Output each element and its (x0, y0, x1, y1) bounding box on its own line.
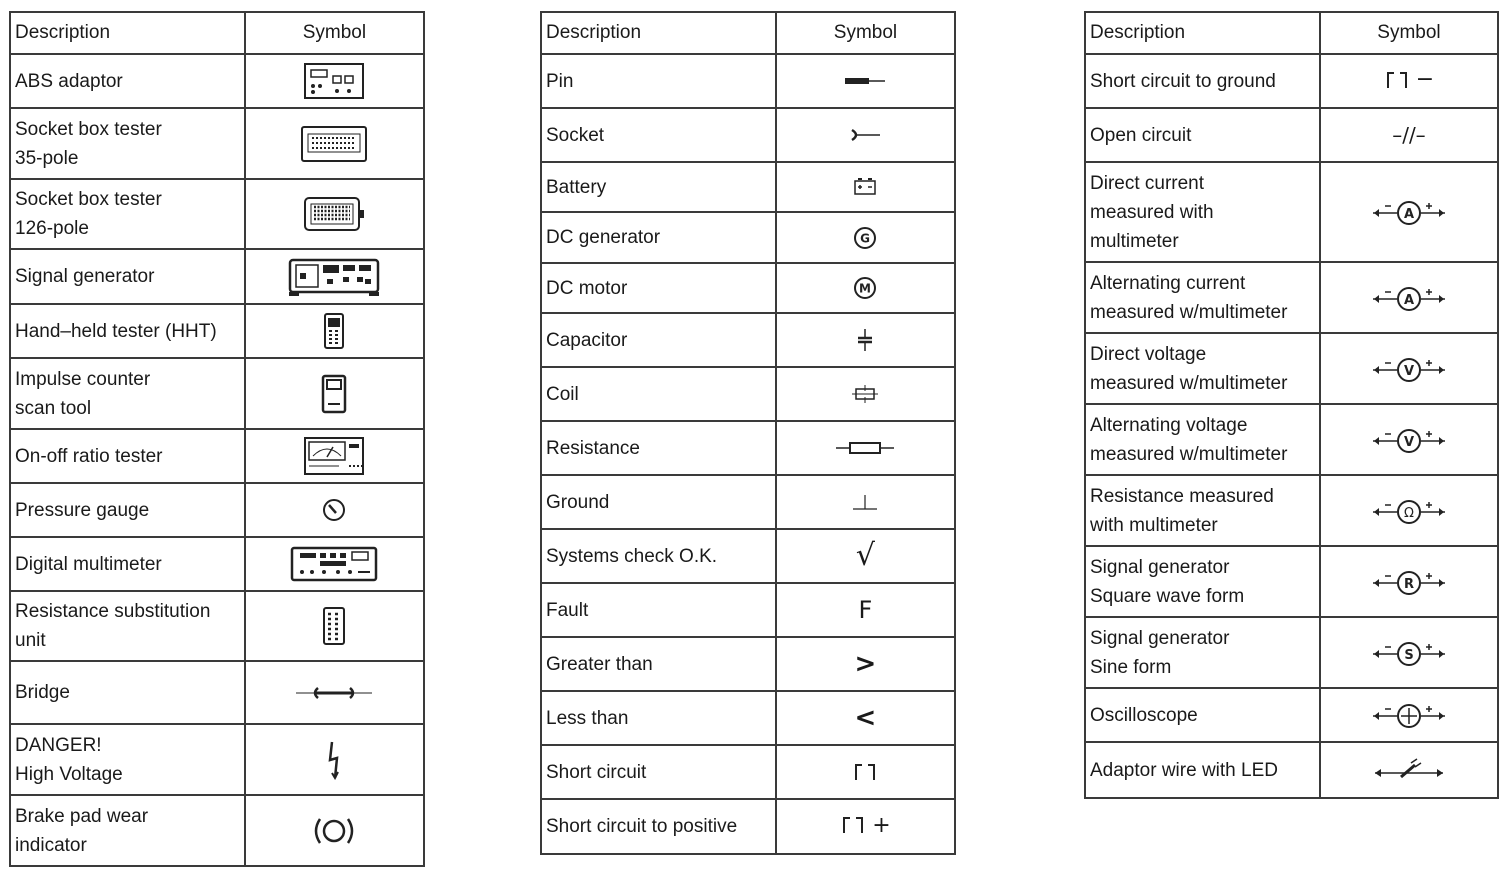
table-row (10, 54, 424, 108)
on-off-ratio-tester-icon (303, 436, 365, 476)
symbol-header: Symbol (776, 12, 955, 54)
minus-sign: − (1415, 67, 1435, 93)
table-row (1085, 54, 1498, 108)
table-row (1085, 333, 1498, 404)
svg-text:A: A (1403, 292, 1414, 308)
table-row (1085, 688, 1498, 742)
ac-voltage-meter-icon (1371, 427, 1447, 453)
row-description: Oscilloscope (1085, 688, 1320, 742)
symbol-header: Symbol (245, 12, 424, 54)
impulse-counter-icon (320, 374, 348, 414)
row-description: Resistance substitution unit (10, 591, 245, 661)
row-description: Greater than (541, 637, 776, 691)
square-wave-generator-icon (1371, 569, 1447, 595)
greater-than-icon: > (854, 649, 877, 679)
row-description: Ground (541, 475, 776, 529)
header-row (541, 12, 955, 54)
row-description: Resistance measured with multimeter (1085, 475, 1320, 546)
symbols-table-3 (1084, 11, 1499, 799)
symbol-header: Symbol (1320, 12, 1498, 54)
socket-box-126-icon (301, 194, 367, 234)
table-row (541, 583, 955, 637)
table-row (541, 54, 955, 108)
ac-current-meter-icon (1371, 285, 1447, 311)
row-description: Short circuit to ground (1085, 54, 1320, 108)
table-row (10, 358, 424, 429)
brake-pad-wear-icon (312, 815, 356, 847)
row-description: Socket box tester 35-pole (10, 108, 245, 179)
table-row (541, 212, 955, 263)
open-circuit-icon: –//– (1392, 123, 1426, 147)
table-row (541, 475, 955, 529)
description-header: Description (1085, 12, 1320, 54)
bridge-icon (294, 683, 374, 703)
hand-held-tester-icon (321, 311, 347, 351)
header-row (1085, 12, 1498, 54)
led-adaptor-icon (1371, 757, 1447, 783)
row-description: Open circuit (1085, 108, 1320, 162)
dc-current-meter-icon (1371, 199, 1447, 225)
table-row (10, 591, 424, 661)
row-description: Fault (541, 583, 776, 637)
row-description: Socket (541, 108, 776, 162)
row-description: Less than (541, 691, 776, 745)
row-description: Signal generator Sine form (1085, 617, 1320, 688)
header-row (10, 12, 424, 54)
row-description: On-off ratio tester (10, 429, 245, 483)
table-row (541, 263, 955, 313)
row-description: Alternating current measured w/multimeter (1085, 262, 1320, 333)
svg-text:R: R (1403, 576, 1414, 592)
digital-multimeter-icon (290, 546, 378, 582)
svg-text:G: G (860, 231, 871, 245)
resistance-icon (834, 439, 896, 457)
socket-box-35-icon (300, 125, 368, 163)
table-row (1085, 546, 1498, 617)
symbols-table-1 (9, 11, 425, 867)
row-description: Socket box tester 126-pole (10, 179, 245, 249)
row-description: Brake pad wear indicator (10, 795, 245, 866)
plus-sign: + (872, 812, 891, 838)
table-row (1085, 162, 1498, 262)
table-row (541, 745, 955, 799)
row-description: Pin (541, 54, 776, 108)
pressure-gauge-icon (321, 497, 347, 523)
sine-generator-icon (1371, 640, 1447, 666)
short-circuit-bracket-icon (1384, 70, 1410, 90)
check-icon: √ (855, 538, 876, 573)
svg-text:M: M (859, 281, 872, 296)
table-row (10, 795, 424, 866)
battery-icon (852, 177, 878, 197)
svg-text:V: V (1403, 434, 1414, 450)
table-row (1085, 617, 1498, 688)
signal-generator-icon (287, 257, 381, 297)
fault-icon: F (858, 595, 873, 624)
table-row (1085, 404, 1498, 475)
table-row (541, 367, 955, 421)
table-row (10, 724, 424, 795)
short-circuit-positive-icon (840, 813, 890, 838)
table-row (541, 529, 955, 583)
description-header: Description (10, 12, 245, 54)
table-row (541, 313, 955, 367)
table-row (1085, 475, 1498, 546)
row-description: Bridge (10, 661, 245, 724)
svg-text:Ω: Ω (1403, 505, 1414, 521)
row-description: DC generator (541, 212, 776, 263)
table-row (10, 304, 424, 358)
row-description: Digital multimeter (10, 537, 245, 591)
table-row (1085, 742, 1498, 798)
socket-icon (848, 127, 882, 143)
svg-text:S: S (1404, 647, 1414, 663)
table-row (10, 537, 424, 591)
row-description: DC motor (541, 263, 776, 313)
row-description: ABS adaptor (10, 54, 245, 108)
row-description: Alternating voltage measured w/multimeter (1085, 404, 1320, 475)
table-row (541, 162, 955, 212)
svg-text:A: A (1403, 207, 1414, 222)
row-description: DANGER! High Voltage (10, 724, 245, 795)
row-description: Direct current measured with multimeter (1085, 162, 1320, 262)
table-row (1085, 262, 1498, 333)
symbols-table-2 (540, 11, 956, 855)
oscilloscope-icon (1371, 702, 1447, 728)
row-description: Direct voltage measured w/multimeter (1085, 333, 1320, 404)
row-description: Hand–held tester (HHT) (10, 304, 245, 358)
dc-voltage-meter-icon (1371, 356, 1447, 382)
row-description: Resistance (541, 421, 776, 475)
dc-generator-icon (851, 224, 879, 252)
table-row (10, 108, 424, 179)
abs-adaptor-icon (303, 62, 365, 100)
table-row (541, 799, 955, 854)
pin-icon (843, 75, 887, 87)
table-row (1085, 108, 1498, 162)
svg-text:V: V (1403, 363, 1414, 379)
capacitor-icon (855, 327, 875, 353)
ground-icon (850, 491, 880, 513)
table-row (10, 483, 424, 537)
row-description: Coil (541, 367, 776, 421)
row-description: Short circuit to positive (541, 799, 776, 854)
short-circuit-bracket-icon (840, 815, 866, 835)
table-row (10, 661, 424, 724)
high-voltage-icon (324, 740, 344, 780)
row-description: Impulse counter scan tool (10, 358, 245, 429)
table-row (10, 429, 424, 483)
table-row (10, 179, 424, 249)
row-description: Signal generator (10, 249, 245, 304)
table-row (541, 691, 955, 745)
row-description: Pressure gauge (10, 483, 245, 537)
dc-motor-icon (851, 274, 879, 302)
table-row (10, 249, 424, 304)
short-circuit-ground-icon (1384, 67, 1434, 92)
resistance-substitution-icon (321, 606, 347, 646)
ohm-meter-icon (1371, 498, 1447, 524)
row-description: Battery (541, 162, 776, 212)
coil-icon (850, 383, 880, 405)
row-description: Capacitor (541, 313, 776, 367)
short-circuit-icon (852, 762, 878, 782)
row-description: Signal generator Square wave form (1085, 546, 1320, 617)
table-row (541, 637, 955, 691)
row-description: Systems check O.K. (541, 529, 776, 583)
table-row (541, 421, 955, 475)
less-than-icon: < (854, 703, 877, 733)
row-description: Short circuit (541, 745, 776, 799)
description-header: Description (541, 12, 776, 54)
row-description: Adaptor wire with LED (1085, 742, 1320, 798)
table-row (541, 108, 955, 162)
